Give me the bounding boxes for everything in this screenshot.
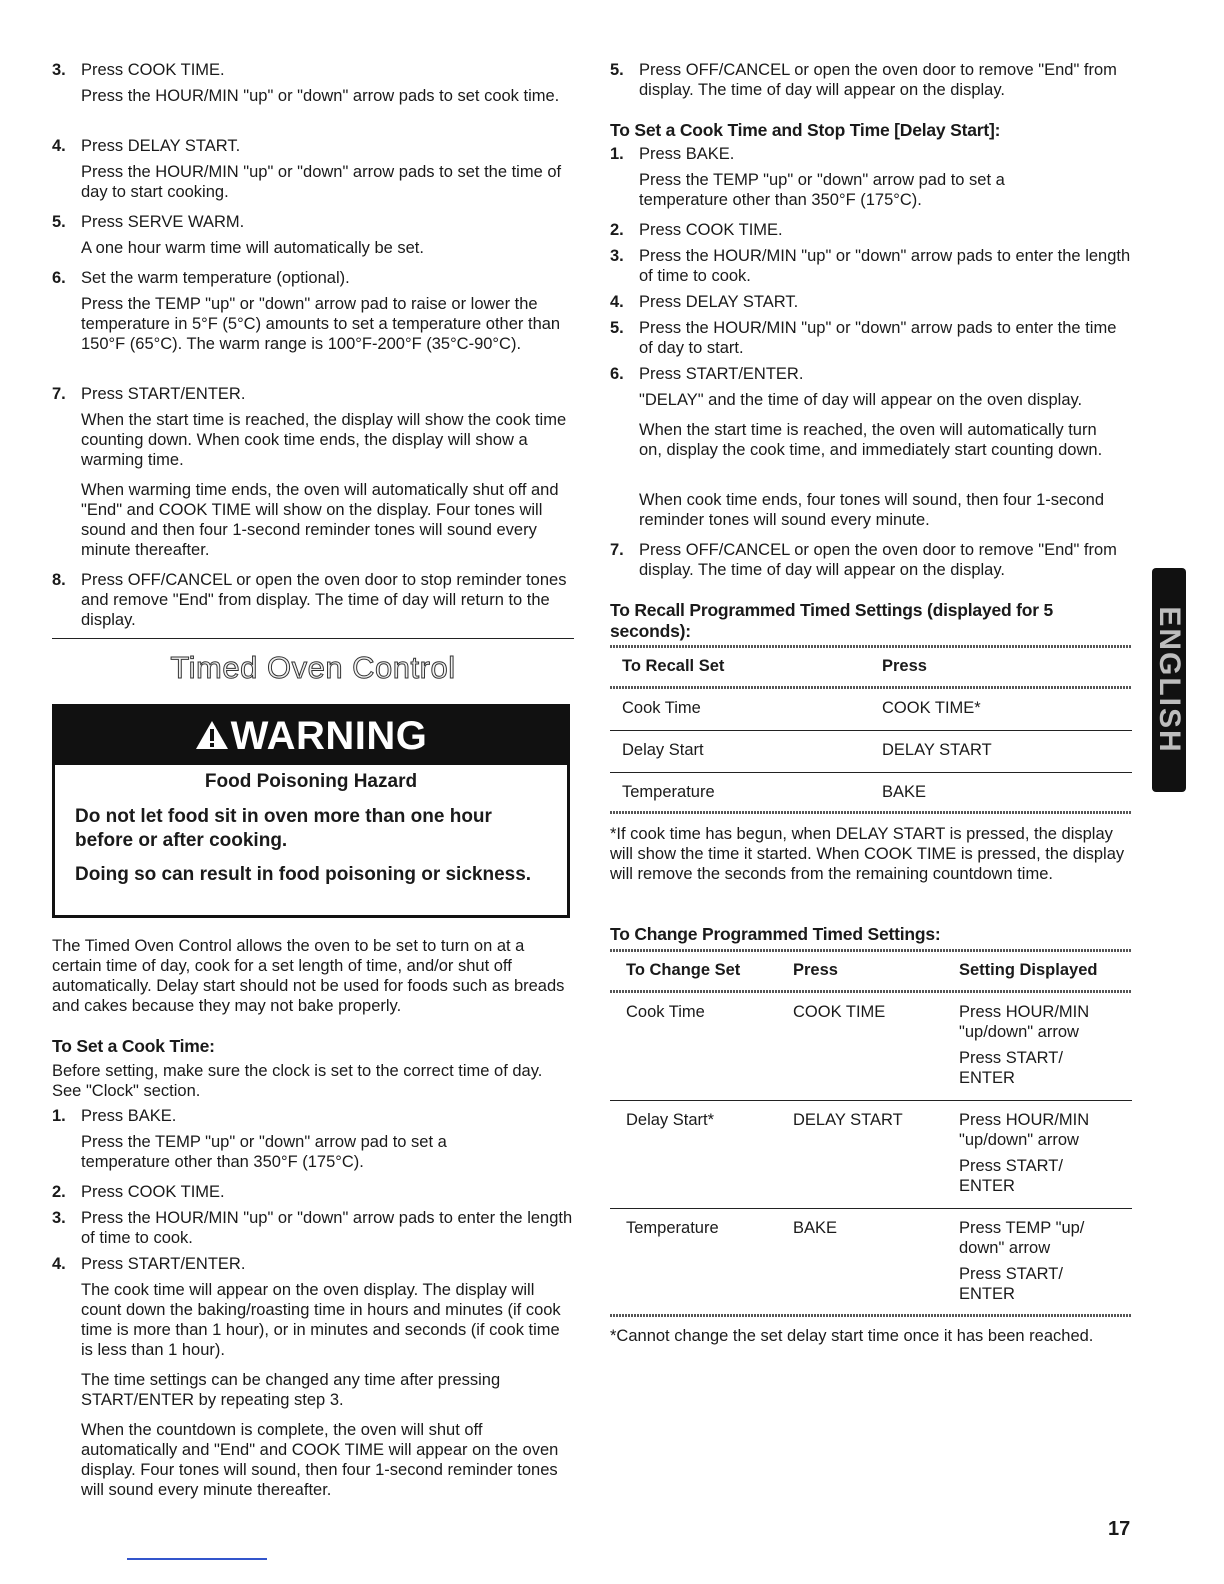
table-footnote: *If cook time has begun, when DELAY START is pressed, the display will show the time it started. When COOK TIME is pressed, the display will remove the seconds from the remaining countdown time. xyxy=(610,825,1125,883)
step-number: 3. xyxy=(52,61,66,79)
footer-line xyxy=(127,1558,267,1560)
table-rule xyxy=(610,1208,1132,1209)
step-number: 7. xyxy=(610,541,624,559)
step-number: 5. xyxy=(610,61,624,79)
step-detail: When the countdown is complete, the oven will shut off automatically and "End" and COOK TIME will appear on the oven display. Four tones will sound, then four 1-second reminder tones will sound every minute thereafter. xyxy=(81,1421,559,1499)
subsection-heading: To Change Programmed Timed Settings: xyxy=(610,924,941,944)
step-text: Press COOK TIME. xyxy=(81,61,225,79)
table-cell: BAKE xyxy=(793,1219,838,1237)
step-detail: When the start time is reached, the display will show the cook time counting down. When cook time ends, the display will show a warming time. xyxy=(81,411,567,469)
table-cell: DELAY START xyxy=(793,1111,903,1129)
table-cell: Press HOUR/MIN "up/down" arrow xyxy=(959,1003,1090,1041)
table-cell: BAKE xyxy=(882,783,927,801)
step-number: 7. xyxy=(52,385,66,403)
subsection-heading: To Recall Programmed Timed Settings (displayed for 5 seconds): xyxy=(610,600,1054,641)
step-number: 6. xyxy=(52,269,66,287)
table-cell: Delay Start* xyxy=(626,1111,715,1129)
step-detail: The cook time will appear on the oven display. The display will count down the baking/roasting time in hours and minutes (if cook time is more than 1 hour), or in minutes and seconds (if cook time is less than 1 hour). xyxy=(81,1281,561,1359)
subsection-intro: Before setting, make sure the clock is set to the correct time of day. See "Clock" section. xyxy=(52,1062,543,1100)
step-text: Press COOK TIME. xyxy=(81,1183,225,1201)
step-number: 1. xyxy=(52,1107,66,1125)
step-text: Press the HOUR/MIN "up" or "down" arrow pads to enter the length of time to cook. xyxy=(639,247,1131,285)
language-tab xyxy=(1152,568,1186,792)
table-header: To Change Set xyxy=(626,961,741,979)
step-number: 4. xyxy=(52,1255,66,1273)
table-rule xyxy=(610,772,1132,773)
table-cell: Delay Start xyxy=(622,741,704,759)
step-detail: Press the HOUR/MIN "up" or "down" arrow pads to set the time of day to start cooking. xyxy=(81,163,562,201)
step-detail: "DELAY" and the time of day will appear on the oven display. xyxy=(639,391,1083,409)
table-rule xyxy=(610,811,1132,814)
step-detail: Press the TEMP "up" or "down" arrow pad to set a temperature other than 350°F (175°C). xyxy=(81,1133,447,1171)
step-text: Press OFF/CANCEL or open the oven door to stop reminder tones and remove "End" from display. The time of day will return to the display. xyxy=(81,571,567,629)
step-text: Press SERVE WARM. xyxy=(81,213,245,231)
step-text: Press the HOUR/MIN "up" or "down" arrow pads to enter the time of day to start. xyxy=(639,319,1117,357)
step-number: 1. xyxy=(610,145,624,163)
table-cell: Cook Time xyxy=(622,699,701,717)
step-detail: Press the TEMP "up" or "down" arrow pad to raise or lower the temperature in 5°F (5°C) amounts to set a temperature other than 150°F (65°C). The warm range is 100°F-200°F (35°C-90°C). xyxy=(81,295,561,353)
step-number: 8. xyxy=(52,571,66,589)
table-rule xyxy=(610,730,1132,731)
step-text: Press DELAY START. xyxy=(81,137,241,155)
table-cell: Press START/ ENTER xyxy=(959,1157,1063,1195)
intro-paragraph: The Timed Oven Control allows the oven to be set to turn on at a certain time of day, cook for a set length of time, and/or shut off automatically. Delay start should not be used for foods such as breads and cakes because they may not bake properly. xyxy=(52,937,565,1015)
step-number: 4. xyxy=(610,293,624,311)
table-cell: Press START/ ENTER xyxy=(959,1265,1063,1303)
step-number: 4. xyxy=(52,137,66,155)
section-title: Timed Oven Control xyxy=(170,650,456,685)
subsection-heading: To Set a Cook Time and Stop Time [Delay Start]: xyxy=(610,120,1001,140)
table-rule xyxy=(610,645,1132,648)
step-text: Press DELAY START. xyxy=(639,293,799,311)
step-text: Press COOK TIME. xyxy=(639,221,783,239)
step-text: Press START/ENTER. xyxy=(639,365,804,383)
step-text: Press the HOUR/MIN "up" or "down" arrow pads to enter the length of time to cook. xyxy=(81,1209,573,1247)
table-rule xyxy=(610,949,1132,952)
table-cell: Press HOUR/MIN "up/down" arrow xyxy=(959,1111,1090,1149)
warning-line: Doing so can result in food poisoning or sickness. xyxy=(75,864,532,885)
warning-heading: WARNING xyxy=(230,714,428,758)
step-number: 5. xyxy=(52,213,66,231)
table-footnote: *Cannot change the set delay start time once it has been reached. xyxy=(610,1327,1094,1345)
table-cell: COOK TIME xyxy=(793,1003,886,1021)
table-cell: Temperature xyxy=(626,1219,719,1237)
table-header: Press xyxy=(882,657,927,675)
table-rule xyxy=(610,686,1132,689)
step-detail: Press the HOUR/MIN "up" or "down" arrow pads to set cook time. xyxy=(81,87,560,105)
warning-header xyxy=(55,707,567,765)
step-detail: The time settings can be changed any time after pressing START/ENTER by repeating step 3. xyxy=(81,1371,501,1409)
warning-box xyxy=(52,704,570,918)
section-divider xyxy=(52,638,574,639)
step-text: Press OFF/CANCEL or open the oven door to remove "End" from display. The time of day will appear on the display. xyxy=(639,61,1117,99)
step-text: Set the warm temperature (optional). xyxy=(81,269,350,287)
table-header: Setting Displayed xyxy=(959,961,1098,979)
table-rule xyxy=(610,1100,1132,1101)
step-number: 6. xyxy=(610,365,624,383)
step-detail: A one hour warm time will automatically be set. xyxy=(81,239,424,257)
table-cell: DELAY START xyxy=(882,741,992,759)
step-number: 3. xyxy=(610,247,624,265)
table-cell: Temperature xyxy=(622,783,715,801)
table-header: Press xyxy=(793,961,838,979)
subsection-heading: To Set a Cook Time: xyxy=(52,1036,215,1056)
table-rule xyxy=(610,1314,1132,1317)
step-detail: When warming time ends, the oven will automatically shut off and "End" and COOK TIME will show on the display. Four tones will sound and then four 1-second reminder tones will sound every minute thereafter. xyxy=(81,481,559,559)
step-text: Press START/ENTER. xyxy=(81,385,246,403)
step-text: Press BAKE. xyxy=(639,145,735,163)
step-number: 3. xyxy=(52,1209,66,1227)
step-number: 2. xyxy=(52,1183,66,1201)
step-detail: Press the TEMP "up" or "down" arrow pad to set a temperature other than 350°F (175°C). xyxy=(639,171,1005,209)
table-cell: Press TEMP "up/ down" arrow xyxy=(959,1219,1085,1257)
step-text: Press OFF/CANCEL or open the oven door to remove "End" from display. The time of day will appear on the display. xyxy=(639,541,1117,579)
table-cell: Cook Time xyxy=(626,1003,705,1021)
step-text: Press BAKE. xyxy=(81,1107,177,1125)
step-text: Press START/ENTER. xyxy=(81,1255,246,1273)
step-number: 5. xyxy=(610,319,624,337)
warning-subtitle: Food Poisoning Hazard xyxy=(204,771,418,792)
step-number: 2. xyxy=(610,221,624,239)
step-detail: When the start time is reached, the oven will automatically turn on, display the cook time, and immediately start counting down. xyxy=(639,421,1103,459)
page-number: 17 xyxy=(1108,1518,1131,1540)
table-rule xyxy=(610,990,1132,993)
step-detail: When cook time ends, four tones will sound, then four 1-second reminder tones will sound every minute. xyxy=(639,491,1105,529)
table-cell: COOK TIME* xyxy=(882,699,981,717)
warning-line: Do not let food sit in oven more than one hour before or after cooking. xyxy=(75,806,492,851)
table-cell: Press START/ ENTER xyxy=(959,1049,1063,1087)
warning-triangle-icon xyxy=(195,720,229,750)
table-header: To Recall Set xyxy=(622,657,725,675)
language-tab-label: ENGLISH xyxy=(1153,606,1186,754)
